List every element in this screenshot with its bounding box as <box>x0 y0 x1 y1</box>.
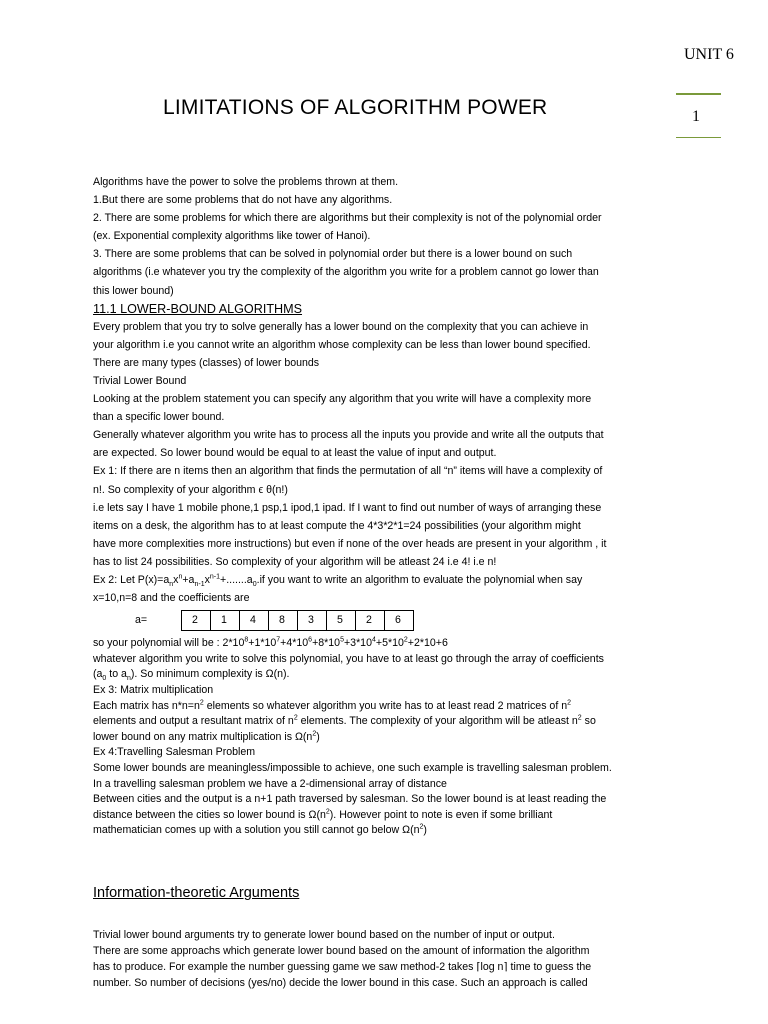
body-line: items on a desk, the algorithm has to at least compute the 4*3*2*1=24 possibilities (your algorithm might <box>93 519 581 532</box>
intro-line: 3. There are some problems that can be solved in polynomial order but there is a lower bound on such <box>93 248 573 261</box>
ex4-title: Ex 4:Travelling Salesman Problem <box>93 746 256 759</box>
body-line: n!. So complexity of your algorithm ϵ θ(n!) <box>93 483 288 496</box>
ex4-line: mathematician comes up with a solution you still cannot go below $\Omega(n^2)$ <box>93 823 427 837</box>
polynomial-line: so your polynomial will be : $2*10^8+1*10^7+4*10^6+8*10^5+3*10^4+5*10^2+2*10+6$ <box>93 636 448 650</box>
unit-label: UNIT 6 <box>684 46 734 63</box>
coefficient-cell: 4 <box>240 610 269 630</box>
body-line: have more complexities more instructions) but even if none of the over heads are present in your algorithm , it <box>93 537 607 550</box>
body-line: Trivial Lower Bound <box>93 374 187 387</box>
coefficient-cell: 6 <box>385 610 414 630</box>
information-theoretic-body <box>93 927 693 991</box>
document-body <box>93 173 683 839</box>
coefficient-array-row <box>93 608 683 632</box>
body-line: has to produce. For example the number guessing game we saw method-2 takes ⌈log n⌉ time to guess the <box>93 961 592 973</box>
body-line: are expected. So lower bound would be equal to at least the value of input and output. <box>93 447 497 460</box>
body-line: There are many types (classes) of lower bounds <box>93 356 320 369</box>
document-title: LIMITATIONS OF ALGORITHM POWER <box>163 96 548 119</box>
ex4-line: In a travelling salesman problem we have a 2-dimensional array of distance <box>93 777 447 790</box>
coefficient-cell: 2 <box>356 610 385 630</box>
body-line: Every problem that you try to solve generally has a lower bound on the complexity that you can achieve in <box>93 320 589 333</box>
body-line: number. So number of decisions (yes/no) decide the lower bound in this case. Such an approach is called <box>93 977 588 989</box>
intro-line: this lower bound) <box>93 284 174 297</box>
section-heading-lower-bound: 11.1 LOWER-BOUND ALGORITHMS <box>93 301 303 316</box>
page-number-rule-top <box>676 93 721 95</box>
ex2-line: Ex 2: Let $P(x)=a_nx^n+a_{n-1}x^{n-1}+.......a_0.if$ you want to write an algorithm to evaluate the polynomial when say <box>93 573 583 589</box>
coefficient-table <box>181 610 414 631</box>
body-line: Looking at the problem statement you can specify any algorithm that you write will have a complexity more <box>93 393 592 406</box>
body-line: ($a_0$ to $a_n$). So minimum complexity is Ω(n). <box>93 668 290 683</box>
intro-line: 1.But there are some problems that do not have any algorithms. <box>93 194 393 207</box>
coefficient-cell: 2 <box>182 610 211 630</box>
body-line: i.e lets say I have 1 mobile phone,1 psp,1 ipod,1 ipad. If I want to find out number of ways of arranging these <box>93 501 602 514</box>
body-line: Ex 1: If there are n items then an algorithm that finds the permutation of all “n” items will have a complexity of <box>93 465 603 478</box>
body-line: There are some approachs which generate lower bound based on the amount of information the algorithm <box>93 945 590 957</box>
body-line: Trivial lower bound arguments try to generate lower bound based on the number of input or output. <box>93 929 555 941</box>
intro-line: 2. There are some problems for which there are algorithms but their complexity is not of the polynomial order <box>93 212 602 225</box>
page-number-rule-bottom <box>676 137 721 138</box>
intro-line: (ex. Exponential complexity algorithms like tower of Hanoi). <box>93 230 371 243</box>
coefficient-cell: 5 <box>327 610 356 630</box>
coefficient-cell: 3 <box>298 610 327 630</box>
page-number: 1 <box>692 108 700 125</box>
ex3-line: Each matrix has $n*n=n^2$ elements so whatever algorithm you write has to at least read 2 matrices of $n^2$ <box>93 699 572 712</box>
body-line: than a specific lower bound. <box>93 411 225 424</box>
body-line: Generally whatever algorithm you write has to process all the inputs you provide and write all the outputs that <box>93 429 604 442</box>
ex4-line: distance between the cities so lower bound is $\Omega(n^2)$. However point to note is even if some brilliant <box>93 808 553 821</box>
ex4-line: Some lower bounds are meaningless/impossible to achieve, one such example is travelling salesman problem. <box>93 761 612 774</box>
ex3-line: elements and output a resultant matrix of $n^2$ elements. The complexity of your algorithm will be atleast $n^2$ so <box>93 714 596 728</box>
ex2-line: x=10,n=8 and the coefficients are <box>93 592 250 605</box>
coefficient-cell: 1 <box>211 610 240 630</box>
body-line: has to list 24 possibilities. So complexity of your algorithm will be atleast 24 i.e 4! i.e n! <box>93 555 497 568</box>
coefficient-cell: 8 <box>269 610 298 630</box>
ex4-line: Between cities and the output is a n+1 path traversed by salesman. So the lower bound is at least reading the <box>93 793 607 806</box>
intro-line: algorithms (i.e whatever you try the complexity of the algorithm you write for a problem cannot go lower than <box>93 266 599 279</box>
ex3-title: Ex 3: Matrix multiplication <box>93 683 214 696</box>
section-heading-information-theoretic: Information-theoretic Arguments <box>93 885 300 901</box>
ex3-line: lower bound on any matrix multiplication is $\Omega(n^2)$ <box>93 730 320 743</box>
body-line: whatever algorithm you write to solve this polynomial, you have to at least go through the array of coefficients <box>93 652 604 665</box>
intro-line: Algorithms have the power to solve the problems thrown at them. <box>93 176 399 188</box>
array-label: a= <box>135 614 148 627</box>
body-line: your algorithm i.e you cannot write an algorithm whose complexity can be less than lower bound specified. <box>93 338 591 351</box>
